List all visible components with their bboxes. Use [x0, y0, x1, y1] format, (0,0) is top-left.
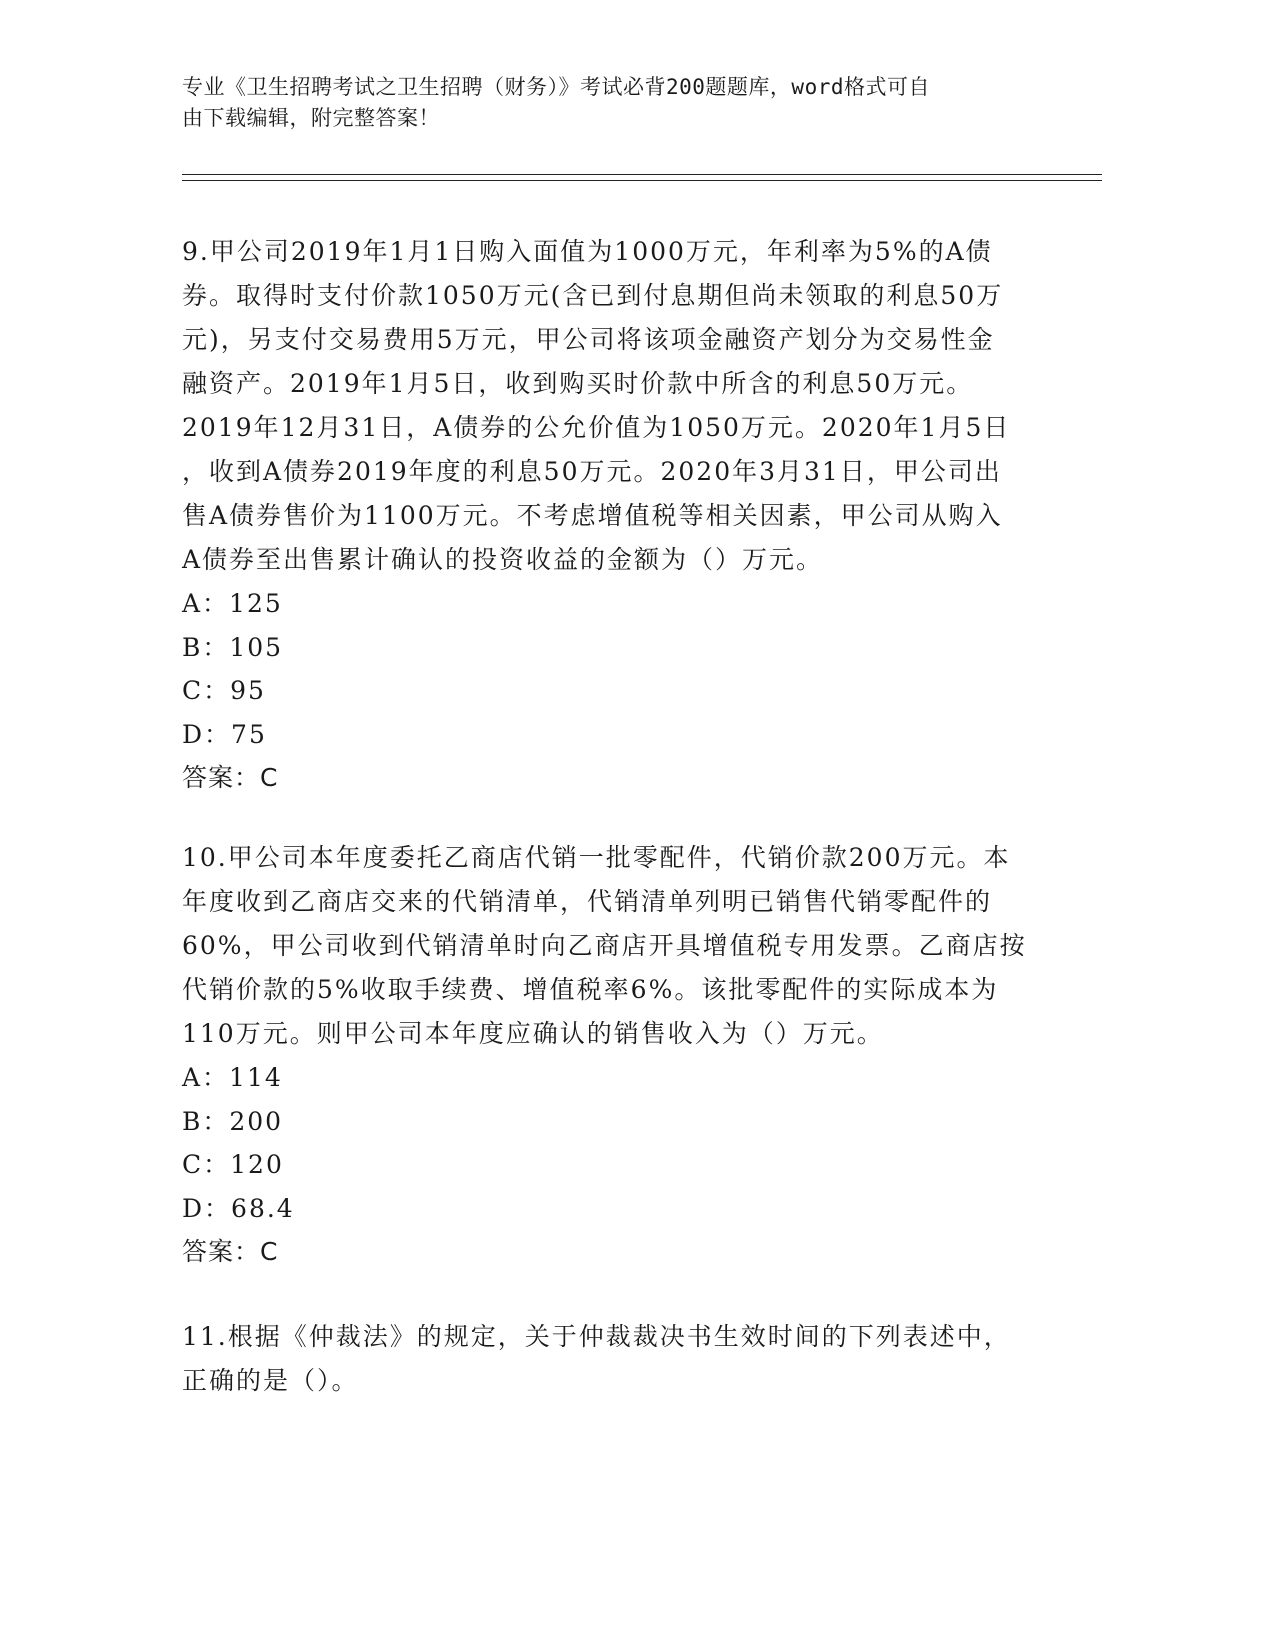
header-line-1: 专业《卫生招聘考试之卫生招聘（财务）》考试必背200题题库，word格式可自: [182, 75, 930, 99]
question-stem-line: 60%，甲公司收到代销清单时向乙商店开具增值税专用发票。乙商店按: [182, 931, 1027, 960]
question-stem-line: 110万元。则甲公司本年度应确认的销售收入为（）万元。: [182, 1019, 884, 1048]
question-stem-line: 售A债券售价为1100万元。不考虑增值税等相关因素，甲公司从购入: [182, 501, 1003, 530]
question-10: [182, 836, 1042, 1274]
option-a: A：125: [182, 589, 283, 618]
option-c: C：95: [182, 676, 266, 705]
question-9: [182, 230, 1042, 800]
document-header: [182, 72, 1062, 134]
question-stem-line: 元)，另支付交易费用5万元，甲公司将该项金融资产划分为交易性金: [182, 325, 995, 354]
header-divider-top: [182, 174, 1102, 175]
header-divider-bottom: [182, 180, 1102, 181]
question-stem-line: A债券至出售累计确认的投资收益的金额为（）万元。: [182, 545, 824, 574]
question-stem-line: 券。取得时支付价款1050万元(含已到付息期但尚未领取的利息50万: [182, 281, 1004, 310]
question-stem-line: 代销价款的5%收取手续费、增值税率6%。该批零配件的实际成本为: [182, 975, 999, 1004]
answer-label: 答案：C: [182, 763, 279, 792]
question-stem-line: 10.甲公司本年度委托乙商店代销一批零配件，代销价款200万元。本: [182, 843, 1011, 872]
question-stem-line: 融资产。2019年1月5日，收到购买时价款中所含的利息50万元。: [182, 369, 974, 398]
question-11: [182, 1315, 1042, 1403]
question-stem-line: 年度收到乙商店交来的代销清单，代销清单列明已销售代销零配件的: [182, 887, 993, 916]
answer-label: 答案：C: [182, 1237, 279, 1266]
option-b: B：200: [182, 1106, 284, 1136]
option-b: B：105: [182, 632, 284, 662]
option-d: D：75: [182, 719, 267, 749]
question-stem-line: 11.根据《仲裁法》的规定，关于仲裁裁决书生效时间的下列表述中，: [182, 1322, 1011, 1351]
question-stem-line: ，收到A债券2019年度的利息50万元。2020年3月31日，甲公司出: [182, 457, 1002, 486]
question-stem-line: 2019年12月31日，A债券的公允价值为1050万元。2020年1月5日: [182, 413, 1011, 442]
header-line-2: 由下载编辑，附完整答案！: [182, 106, 440, 130]
question-stem-line: 9.甲公司2019年1月1日购入面值为1000万元，年利率为5%的A债: [182, 237, 993, 266]
option-c: C：120: [182, 1150, 284, 1179]
option-a: A：114: [182, 1063, 283, 1092]
question-stem-line: 正确的是（）。: [182, 1366, 359, 1395]
option-d: D：68.4: [182, 1193, 295, 1223]
